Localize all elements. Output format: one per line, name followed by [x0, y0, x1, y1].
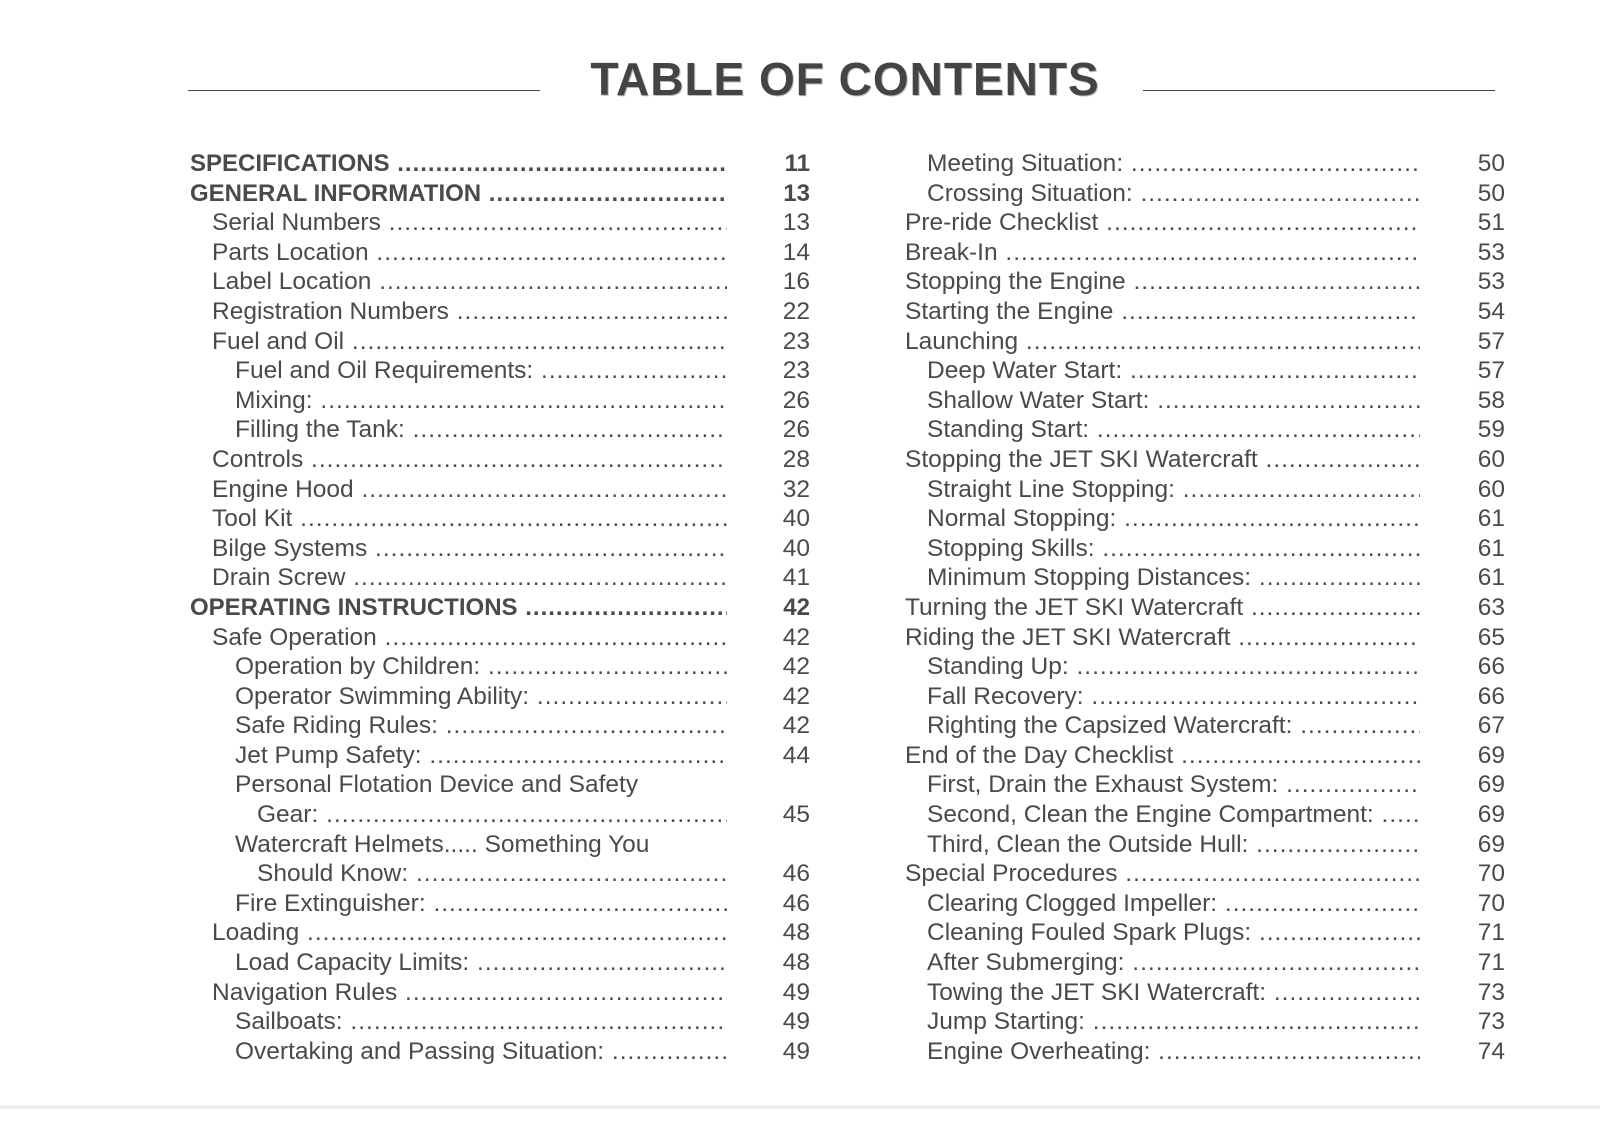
toc-entry-label: Safe Riding Rules: ..... — [235, 711, 727, 741]
toc-entry — [190, 179, 810, 209]
toc-entry-page-number: 74 — [1477, 1037, 1505, 1065]
toc-entry — [905, 504, 1505, 534]
toc-entry-label: Controls ..... — [212, 445, 727, 475]
toc-entry — [190, 475, 810, 505]
toc-entry-label: Parts Location ..... — [212, 238, 727, 268]
toc-entry — [905, 327, 1505, 357]
toc-entry — [905, 711, 1505, 741]
toc-entry-label: Filling the Tank: ..... — [235, 415, 727, 445]
toc-entry — [190, 978, 810, 1008]
toc-entry-label-line1: Personal Flotation Device and Safety — [235, 771, 639, 799]
toc-entry-page-number: 49 — [782, 978, 810, 1006]
toc-entry-page-number: 73 — [1477, 1008, 1505, 1036]
toc-entry-page-number: 61 — [1477, 534, 1505, 562]
toc-entry-label: Stopping Skills: ..... — [927, 534, 1420, 564]
toc-entry — [905, 770, 1505, 800]
toc-entry-label: End of the Day Checklist ..... — [905, 741, 1420, 771]
toc-entry-label: Shallow Water Start: ..... — [927, 386, 1420, 416]
toc-entry-label: Special Procedures ..... — [905, 859, 1420, 889]
toc-entry — [905, 1007, 1505, 1037]
toc-entry-label: Label Location ..... — [212, 267, 727, 297]
toc-entry — [905, 1037, 1505, 1067]
toc-entry-label: Engine Overheating: ..... — [927, 1037, 1420, 1067]
toc-entry-page-number: 50 — [1477, 179, 1505, 207]
toc-entry-label: Pre-ride Checklist ..... — [905, 208, 1420, 238]
toc-entry-page-number: 70 — [1477, 860, 1505, 888]
toc-entry-page-number: 49 — [782, 1008, 810, 1036]
toc-entry — [905, 623, 1505, 653]
toc-entry-label: Drain Screw ..... — [212, 563, 727, 593]
toc-left-column — [190, 149, 810, 1066]
toc-entry-label: Meeting Situation: ..... — [927, 149, 1420, 179]
toc-entry — [190, 652, 810, 682]
toc-entry — [190, 563, 810, 593]
toc-entry-label: Straight Line Stopping: ..... — [927, 475, 1420, 505]
toc-entry-page-number: 40 — [782, 505, 810, 533]
toc-entry — [190, 386, 810, 416]
toc-entry-page-number: 49 — [782, 1037, 810, 1065]
toc-entry-label: Break-In ..... — [905, 238, 1420, 268]
toc-entry-page-number: 66 — [1477, 653, 1505, 681]
toc-entry-label: Navigation Rules ..... — [212, 978, 727, 1008]
toc-entry-label: Stopping the Engine ..... — [905, 267, 1420, 297]
toc-entry-page-number: 28 — [782, 445, 810, 473]
toc-entry-label: GENERAL INFORMATION ..... — [190, 179, 727, 209]
toc-entry-label: Operation by Children: ..... — [235, 652, 727, 682]
toc-entry — [905, 149, 1505, 179]
toc-entry-label: Launching ..... — [905, 327, 1420, 357]
toc-entry-page-number: 63 — [1477, 593, 1505, 621]
toc-entry-label: OPERATING INSTRUCTIONS ..... — [190, 593, 727, 623]
toc-entry — [905, 267, 1505, 297]
toc-entry — [905, 563, 1505, 593]
toc-entry-page-number: 58 — [1477, 386, 1505, 414]
toc-entry-page-number: 61 — [1477, 564, 1505, 592]
toc-entry-label: After Submerging: ..... — [927, 948, 1420, 978]
toc-entry-page-number: 26 — [782, 386, 810, 414]
toc-entry — [190, 445, 810, 475]
toc-entry-page-number: 48 — [782, 919, 810, 947]
toc-entry-label-line2: Gear: ..... — [257, 800, 727, 830]
page-title: TABLE OF CONTENTS — [590, 53, 1100, 105]
toc-entry-label: Jet Pump Safety: ..... — [235, 741, 727, 771]
page-edge-shadow — [0, 1104, 1600, 1110]
toc-entry — [905, 415, 1505, 445]
toc-entry-page-number: 48 — [782, 949, 810, 977]
title-row — [0, 52, 1600, 122]
toc-entry-page-number: 22 — [782, 297, 810, 325]
toc-entry — [905, 948, 1505, 978]
toc-entry-label: Second, Clean the Engine Compartment: ..... — [927, 800, 1420, 830]
toc-entry — [905, 889, 1505, 919]
toc-entry-page-number: 32 — [782, 475, 810, 503]
toc-entry — [190, 1037, 810, 1067]
toc-entry-label-line2: Should Know: ..... — [257, 859, 727, 889]
toc-entry-page-number: 69 — [1477, 741, 1505, 769]
toc-entry-page-number: 13 — [782, 209, 810, 237]
toc-entry-page-number: 71 — [1477, 949, 1505, 977]
toc-entry — [905, 978, 1505, 1008]
toc-entry — [190, 238, 810, 268]
toc-entry — [905, 593, 1505, 623]
toc-entry-page-number: 70 — [1477, 889, 1505, 917]
toc-entry-page-number: 46 — [782, 860, 810, 888]
toc-entry — [905, 918, 1505, 948]
toc-entry-label: Crossing Situation: ..... — [927, 179, 1420, 209]
toc-entry-page-number: 45 — [782, 801, 810, 829]
toc-entry-label: Standing Start: ..... — [927, 415, 1420, 445]
toc-entry — [190, 534, 810, 564]
toc-entry — [190, 682, 810, 712]
toc-entry — [905, 652, 1505, 682]
toc-entry-page-number: 54 — [1477, 297, 1505, 325]
toc-entry-page-number: 23 — [782, 327, 810, 355]
toc-entry-page-number: 26 — [782, 416, 810, 444]
toc-entry — [905, 356, 1505, 386]
toc-entry — [905, 682, 1505, 712]
toc-entry-page-number: 53 — [1477, 238, 1505, 266]
toc-entry-page-number: 65 — [1477, 623, 1505, 651]
toc-entry — [905, 800, 1505, 830]
toc-entry-page-number: 11 — [784, 150, 810, 177]
toc-entry-page-number: 13 — [783, 179, 810, 207]
toc-entry-page-number: 42 — [782, 712, 810, 740]
toc-entry-page-number: 60 — [1477, 445, 1505, 473]
toc-entry-label: Cleaning Fouled Spark Plugs: ..... — [927, 918, 1420, 948]
toc-entry — [190, 149, 810, 179]
toc-entry — [905, 534, 1505, 564]
toc-entry-label: Third, Clean the Outside Hull: ..... — [927, 830, 1420, 860]
toc-entry — [190, 948, 810, 978]
toc-entry — [190, 918, 810, 948]
toc-entry-label: Fuel and Oil ..... — [212, 327, 727, 357]
toc-entry-page-number: 71 — [1477, 919, 1505, 947]
toc-entry-page-number: 42 — [782, 623, 810, 651]
toc-entry-page-number: 69 — [1477, 801, 1505, 829]
toc-entry-page-number: 73 — [1477, 978, 1505, 1006]
toc-entry-label: Mixing: ..... — [235, 386, 727, 416]
toc-entry-label: Jump Starting: ..... — [927, 1007, 1420, 1037]
toc-entry — [190, 1007, 810, 1037]
toc-entry — [905, 179, 1505, 209]
toc-entry — [905, 208, 1505, 238]
toc-entry — [905, 859, 1505, 889]
title-rule-right — [1143, 90, 1495, 91]
toc-right-column — [905, 149, 1505, 1066]
toc-entry-label: Turning the JET SKI Watercraft ..... — [905, 593, 1420, 623]
toc-entry-label: Righting the Capsized Watercraft: ..... — [927, 711, 1420, 741]
toc-entry — [905, 386, 1505, 416]
toc-entry-label: Minimum Stopping Distances: ..... — [927, 563, 1420, 593]
toc-entry-page-number: 59 — [1477, 416, 1505, 444]
toc-entry — [190, 741, 810, 771]
toc-entry-label: Engine Hood ..... — [212, 475, 727, 505]
toc-entry-page-number: 44 — [782, 741, 810, 769]
toc-entry-label: Normal Stopping: ..... — [927, 504, 1420, 534]
toc-entry — [190, 830, 810, 889]
toc-entry — [905, 445, 1505, 475]
toc-entry-page-number: 66 — [1477, 682, 1505, 710]
toc-entry — [190, 267, 810, 297]
toc-entry — [190, 623, 810, 653]
toc-entry-label: Operator Swimming Ability: ..... — [235, 682, 727, 712]
toc-entry — [190, 356, 810, 386]
toc-entry-label: Stopping the JET SKI Watercraft ..... — [905, 445, 1420, 475]
toc-entry-label: Standing Up: ..... — [927, 652, 1420, 682]
toc-entry — [190, 711, 810, 741]
toc-entry-label: Starting the Engine ..... — [905, 297, 1420, 327]
toc-entry — [190, 889, 810, 919]
toc-entry-page-number: 16 — [782, 268, 810, 296]
toc-entry-label: Riding the JET SKI Watercraft ..... — [905, 623, 1420, 653]
toc-entry-page-number: 69 — [1477, 771, 1505, 799]
toc-entry-label: First, Drain the Exhaust System: ..... — [927, 770, 1420, 800]
toc-entry-page-number: 46 — [782, 889, 810, 917]
toc-entry-page-number: 42 — [782, 682, 810, 710]
toc-entry — [190, 504, 810, 534]
toc-entry-page-number: 14 — [782, 238, 810, 266]
toc-entry-page-number: 40 — [782, 534, 810, 562]
toc-entry-page-number: 23 — [782, 357, 810, 385]
toc-entry — [190, 415, 810, 445]
toc-entry-label: Overtaking and Passing Situation: ..... — [235, 1037, 727, 1067]
toc-entry-page-number: 67 — [1477, 712, 1505, 740]
toc-entry — [905, 238, 1505, 268]
toc-entry-label: Serial Numbers ..... — [212, 208, 727, 238]
toc-entry-label: Fire Extinguisher: ..... — [235, 889, 727, 919]
toc-entry-label: SPECIFICATIONS ..... — [190, 149, 727, 179]
toc-entry-label: Towing the JET SKI Watercraft: ..... — [927, 978, 1420, 1008]
toc-entry-page-number: 42 — [783, 593, 810, 621]
toc-entry — [905, 297, 1505, 327]
toc-entry-page-number: 41 — [782, 564, 810, 592]
toc-entry-label: Sailboats: ..... — [235, 1007, 727, 1037]
toc-entry-label: Load Capacity Limits: ..... — [235, 948, 727, 978]
toc-entry-page-number: 51 — [1477, 209, 1505, 237]
toc-entry-label: Deep Water Start: ..... — [927, 356, 1420, 386]
toc-entry-label: Fall Recovery: ..... — [927, 682, 1420, 712]
toc-entry-label: Clearing Clogged Impeller: ..... — [927, 889, 1420, 919]
toc-entry-page-number: 61 — [1477, 505, 1505, 533]
toc-entry-label: Loading ..... — [212, 918, 727, 948]
toc-entry-page-number: 69 — [1477, 830, 1505, 858]
toc-entry — [190, 593, 810, 623]
toc-entry-page-number: 50 — [1477, 150, 1505, 177]
toc-entry-page-number: 57 — [1477, 327, 1505, 355]
toc-entry-page-number: 60 — [1477, 475, 1505, 503]
toc-entry-page-number: 42 — [782, 653, 810, 681]
toc-entry-label: Fuel and Oil Requirements: ..... — [235, 356, 727, 386]
toc-entry-label-line1: Watercraft Helmets..... Something You — [235, 830, 650, 858]
toc-entry-page-number: 53 — [1477, 268, 1505, 296]
toc-entry-label: Safe Operation ..... — [212, 623, 727, 653]
toc-entry — [905, 475, 1505, 505]
toc-entry-label: Bilge Systems ..... — [212, 534, 727, 564]
toc-entry — [190, 327, 810, 357]
toc-entry — [905, 830, 1505, 860]
toc-entry-label: Registration Numbers ..... — [212, 297, 727, 327]
toc-entry — [190, 297, 810, 327]
toc-entry — [190, 770, 810, 829]
toc-entry-label: Tool Kit ..... — [212, 504, 727, 534]
toc-entry-page-number: 57 — [1477, 357, 1505, 385]
toc-entry — [190, 208, 810, 238]
toc-entry — [905, 741, 1505, 771]
